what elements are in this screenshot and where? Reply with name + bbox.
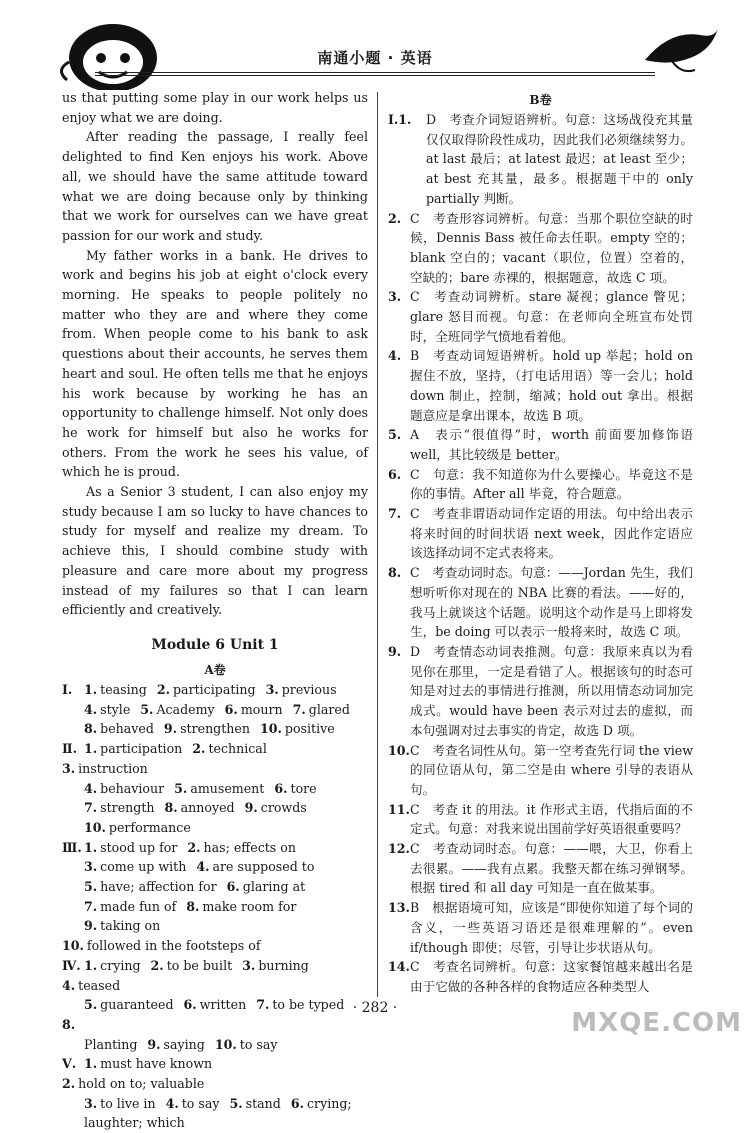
answer-text: Planting [84, 1036, 138, 1052]
answer-number: 5. [84, 997, 98, 1013]
header-rule [95, 72, 655, 73]
explanation-text: D 考查介词短语辨析。句意：这场战役充其量仅仅取得阶段性成功，因此我们必须继续努力。at last 最后；at latest 最迟；at least 至少；at best 充其量，最多。根据题干中的 only partially 判断。 [426, 112, 693, 206]
answer-number: 4. [84, 780, 98, 796]
explanation-item [388, 898, 693, 957]
answer-text: glaring at [242, 879, 306, 895]
question-number: 12. [388, 841, 410, 857]
answer-text: have; affection for [100, 879, 217, 895]
module-title: Module 6 Unit 1 [151, 636, 279, 653]
answer-item [84, 1113, 185, 1133]
answer-item [245, 798, 307, 818]
paragraph: My father works in a bank. He drives to work and begins his job at eight o'clock every morning. He speaks to people politely no matter who they are and where they come from. When people come to his bank to ask questions about their accounts, he serves them heart and soul. He often tells me that he enjoys his work because by working he has an opportunity to challenge himself. Not only does he work for himself but also he works for others. From the work he sees his value, of which he is proud. [62, 247, 368, 480]
explanation-text: D 考查情态动词表推测。句意：我原来真以为看见你在那里，一定是看错了人。根据该句的时态可知是对过去的事情进行推测，所以用情态动词加完成式。would have been 表示对过去的虚拟，而本句强调对过去事实的肯定，故选 D 项。 [410, 643, 693, 738]
answer-line [62, 1054, 368, 1093]
answer-item [157, 680, 256, 700]
answer-text: to be built [166, 957, 233, 973]
answer-text: performance [108, 819, 191, 835]
answer-number: 5. [140, 701, 154, 717]
answer-item [62, 976, 120, 996]
answer-number: 8. [62, 1016, 76, 1032]
explanation-text: B 考查动词短语辨析。hold up 举起；hold on 握住不放，坚持，（打电话用语）等一会儿；hold down 制止，控制，缩减；hold out 拿出。根据题意应是拿出课本，故选 B 项。 [410, 348, 693, 423]
answer-number: 5. [229, 1095, 243, 1111]
explanation-text: C 考查动词时态。句意：——喂，大卫，你看上去很累。——我有点累。我整天都在练习弹钢琴。根据 tired 和 all day 可知是一直在做某事。 [410, 841, 693, 896]
section-numeral: Ⅳ. [62, 957, 81, 973]
answer-item [62, 759, 148, 779]
answer-text: to be typed [272, 997, 345, 1013]
answer-number: 7. [292, 701, 306, 717]
answer-number: 9. [244, 800, 258, 816]
answer-line [62, 857, 368, 877]
explanation-item [388, 110, 693, 209]
answer-text: has; effects on [203, 839, 296, 855]
answer-text: behaved [100, 721, 154, 737]
explanation-item [388, 563, 693, 642]
answer-item [84, 680, 147, 700]
answer-item [62, 1015, 78, 1035]
answer-text: must have known [100, 1056, 213, 1072]
paragraph: us that putting some play in our work helps us enjoy what we are doing. [62, 90, 368, 125]
explanation-item [388, 425, 693, 464]
section-numeral: Ⅲ. [62, 839, 82, 855]
answer-item [186, 897, 296, 917]
answer-text: Academy [156, 701, 215, 717]
column-divider [377, 92, 378, 997]
answer-number: 1. [84, 957, 98, 973]
answer-number: 5. [84, 879, 98, 895]
answer-text: stand [245, 1095, 281, 1111]
answer-text: to live in [100, 1095, 156, 1111]
answer-number: 3. [242, 957, 256, 973]
explanation-text: C 考查 it 的用法。it 作形式主语，代指后面的不定式。句意：对我来说出国前学好英语很重要吗？ [410, 801, 693, 837]
answer-number: 1. [84, 741, 98, 757]
answer-text: participating [173, 681, 256, 697]
explanation-item [388, 957, 693, 996]
answer-explanations [388, 110, 693, 997]
answer-item [84, 739, 182, 759]
answer-item [84, 916, 160, 936]
section-numeral: Ⅴ. [62, 1056, 77, 1072]
answer-line [62, 1035, 368, 1055]
question-number: 8. [388, 565, 402, 581]
answer-item [62, 936, 261, 956]
answer-line [62, 779, 368, 799]
answer-item [166, 1094, 220, 1114]
answer-line [62, 818, 368, 838]
answer-line [62, 956, 368, 995]
answer-number: 9. [84, 918, 98, 934]
answer-text: mourn [240, 701, 283, 717]
answer-text: saying [163, 1036, 205, 1052]
answer-number: 7. [84, 898, 98, 914]
header-rule-secondary [95, 75, 655, 76]
paragraph: After reading the passage, I really feel delighted to find Ken enjoys his work. Above all, we should have the same attitude toward what we are doing because only by thinking that we work for ourselves can we have great passion for our work and study. [62, 129, 368, 243]
answer-item [229, 1094, 280, 1114]
answer-number: 2. [187, 839, 201, 855]
answer-number: 7. [256, 997, 270, 1013]
answer-number: 7. [84, 800, 98, 816]
explanation-text: C 考查非谓语动词作定语的用法。句中给出表示将来时间的时间状语 next week，因此作定语应该选择动词不定式表将来。 [410, 506, 693, 561]
question-number: 10. [388, 742, 410, 758]
paragraph: As a Senior 3 student, I can also enjoy my study because I am so lucky to have chances to study for myself and realize my dream. To achieve this, I should combine study with pleasure and care more about my progress instead of my failures so that I can learn efficiently and creatively. [62, 484, 368, 618]
section-b-title: B卷 [529, 93, 552, 107]
answer-text: made fun of [100, 898, 177, 914]
answer-number: 6. [224, 701, 238, 717]
answer-text: burning [258, 957, 309, 973]
answer-text: style [100, 701, 131, 717]
answer-number: 5. [174, 780, 188, 796]
answer-number: 3. [84, 1095, 98, 1111]
explanation-item [388, 287, 693, 346]
question-number: 11. [388, 801, 410, 817]
answer-line [62, 916, 368, 955]
question-number: 7. [388, 506, 402, 522]
answer-item [62, 1074, 204, 1094]
answer-line [62, 838, 368, 858]
answer-line [62, 1094, 368, 1114]
answer-item [84, 1035, 137, 1055]
answer-text: previous [281, 681, 337, 697]
answer-number: 1. [84, 1056, 98, 1072]
section-a-title: A卷 [204, 662, 226, 677]
section-numeral: Ⅱ. [62, 741, 77, 757]
section-numeral: Ⅰ. [62, 681, 73, 697]
question-number: 3. [388, 289, 402, 305]
answer-item [147, 1035, 204, 1055]
answer-text: teased [78, 977, 121, 993]
answer-item [192, 739, 267, 759]
answer-text: followed in the footsteps of [86, 938, 261, 954]
answer-number: 2. [150, 957, 164, 973]
answer-text: written [199, 997, 247, 1013]
answer-line [62, 739, 368, 778]
answer-item [84, 798, 155, 818]
answer-item [187, 838, 296, 858]
answer-number: 8. [164, 800, 178, 816]
answer-text: teasing [100, 681, 147, 697]
answer-item [84, 1094, 156, 1114]
answer-number: 10. [62, 938, 84, 954]
answer-number: 8. [186, 898, 200, 914]
answer-item [227, 877, 306, 897]
explanation-item [388, 741, 693, 800]
explanation-text: C 考查名词辨析。句意：这家餐馆越来越出名是由于它做的各种各样的食物适应各种类型人 [410, 959, 693, 994]
left-column [62, 88, 368, 1133]
explanation-text: C 考查动词时态。句意：——Jordan 先生，我们想听听你对现在的 NBA 比赛的看法。——好的，我马上就谈这个话题。说明这个动作是马上即将发生，be doing 可以表示一般将来时，故选 C 项。 [410, 565, 693, 640]
answer-number: 9. [163, 721, 178, 737]
answer-text: crowds [260, 800, 307, 816]
answer-text: make room for [202, 898, 297, 914]
explanation-text: C 考查名词性从句。第一空考查先行词 the view 的同位语从句，第二空是由 where 引导的表语从句。 [410, 742, 693, 797]
answer-number: 6. [183, 997, 197, 1013]
answer-text: crying [100, 957, 141, 973]
question-number: 9. [388, 643, 402, 659]
answer-line [62, 897, 368, 917]
answer-item [151, 956, 233, 976]
answer-line [62, 1113, 368, 1133]
answer-item [291, 1094, 352, 1114]
question-number: Ⅰ.1. [388, 112, 412, 127]
explanation-text: C 考查动词辨析。stare 凝视；glance 瞥见；glare 怒目而视。句意：在老师向全班宣布处罚时，全班同学气愤地看着他。 [410, 289, 693, 344]
answer-number: 4. [62, 977, 76, 993]
answer-text: tore [290, 780, 317, 796]
explanation-item [388, 465, 693, 504]
answer-text: technical [208, 741, 267, 757]
question-number: 4. [388, 348, 402, 364]
answer-item [165, 798, 235, 818]
answer-text: participation [100, 741, 183, 757]
answer-item [84, 857, 186, 877]
page-number: · 282 · [352, 1000, 398, 1016]
explanation-text: C 考查形容词辨析。句意：当那个职位空缺的时候，Dennis Bass 被任命去任职。empty 空的；blank 空白的；vacant（职位，位置）空着的，空缺的；bare 赤裸的，根据题意，故选 C 项。 [410, 210, 693, 285]
answer-number: 10. [259, 721, 282, 737]
answer-number: 3. [265, 681, 279, 697]
explanation-text: C 句意：我不知道你为什么要操心。毕竟这不是你的事情。After all 毕竟，符合题意。 [410, 466, 693, 502]
answer-text: are supposed to [212, 859, 315, 875]
answer-item [84, 838, 177, 858]
answer-number: 3. [62, 760, 76, 776]
answer-number: 6. [226, 879, 240, 895]
answer-number: 8. [84, 721, 98, 737]
answer-item [84, 818, 191, 838]
question-number: 5. [388, 427, 402, 443]
answer-line [62, 700, 368, 720]
answer-number: 2. [192, 741, 206, 757]
answer-text: annoyed [180, 800, 235, 816]
answer-number: 2. [156, 681, 170, 697]
answer-item [84, 897, 176, 917]
answer-line [62, 680, 368, 700]
explanation-item [388, 504, 693, 563]
answer-item [242, 956, 309, 976]
answer-number: 1. [84, 681, 98, 697]
answer-text: crying; [307, 1095, 352, 1111]
right-column [388, 88, 693, 997]
answer-line [62, 798, 368, 818]
answer-item [174, 779, 264, 799]
answer-text: guaranteed [100, 997, 174, 1013]
answer-text: amusement [190, 780, 265, 796]
answer-item [84, 956, 141, 976]
answer-line [62, 719, 368, 739]
answer-number: 1. [84, 839, 98, 855]
answer-text: strengthen [180, 721, 250, 737]
answer-text: strength [100, 800, 155, 816]
answer-text: to say [239, 1036, 278, 1052]
explanation-text: A 表示“很值得”时，worth 前面要加修饰语 well，其比较级是 better。 [410, 427, 693, 462]
explanation-item [388, 642, 693, 741]
answer-text: to say [181, 1095, 220, 1111]
answer-number: 4. [196, 859, 210, 875]
answer-text: hold on to; valuable [78, 1076, 205, 1092]
answer-number: 6. [274, 780, 288, 796]
answer-number: 10. [84, 819, 106, 835]
explanation-item [388, 839, 693, 898]
answer-item [293, 700, 350, 720]
answer-text: behaviour [100, 780, 165, 796]
answer-item [215, 1035, 278, 1055]
explanation-text: B 根据语境可知，应该是“即使你知道了每个词的含义，一些英语习语还是很难理解的”。even if/though 即使；尽管，引导让步状语从句。 [410, 900, 693, 955]
answer-text: laughter; which [84, 1115, 185, 1131]
question-number: 2. [388, 210, 402, 226]
answer-item [84, 1054, 212, 1074]
answer-text: instruction [78, 760, 148, 776]
answer-line [62, 877, 368, 897]
question-number: 14. [388, 959, 410, 975]
answer-text: stood up for [100, 839, 178, 855]
explanation-item [388, 800, 693, 839]
answer-text: come up with [100, 859, 187, 875]
answer-number: 4. [84, 701, 98, 717]
question-number: 13. [388, 900, 410, 916]
answer-item [274, 779, 316, 799]
answer-number: 4. [165, 1095, 179, 1111]
answer-text: taking on [100, 918, 161, 934]
question-number: 6. [388, 466, 402, 482]
explanation-item [388, 346, 693, 425]
answer-item [260, 719, 335, 739]
answer-number: 2. [62, 1076, 76, 1092]
answer-item [196, 857, 314, 877]
answer-item [225, 700, 283, 720]
answer-number: 6. [290, 1095, 304, 1111]
answer-item [140, 700, 214, 720]
explanation-item [388, 209, 693, 288]
watermark: MXQE.COM [571, 1008, 742, 1038]
answer-item [84, 779, 164, 799]
answer-text: positive [284, 721, 335, 737]
header-title: 南通小题 · 英语 [317, 49, 433, 67]
answer-item [266, 680, 337, 700]
answer-item [84, 719, 154, 739]
answer-item [164, 719, 250, 739]
answer-item [84, 877, 217, 897]
answer-number: 9. [147, 1036, 161, 1052]
answer-item [84, 700, 130, 720]
answer-number: 10. [214, 1036, 237, 1052]
answer-number: 3. [84, 859, 98, 875]
answer-text: glared [308, 701, 350, 717]
answer-groups [62, 680, 368, 1133]
page-header [0, 0, 750, 95]
